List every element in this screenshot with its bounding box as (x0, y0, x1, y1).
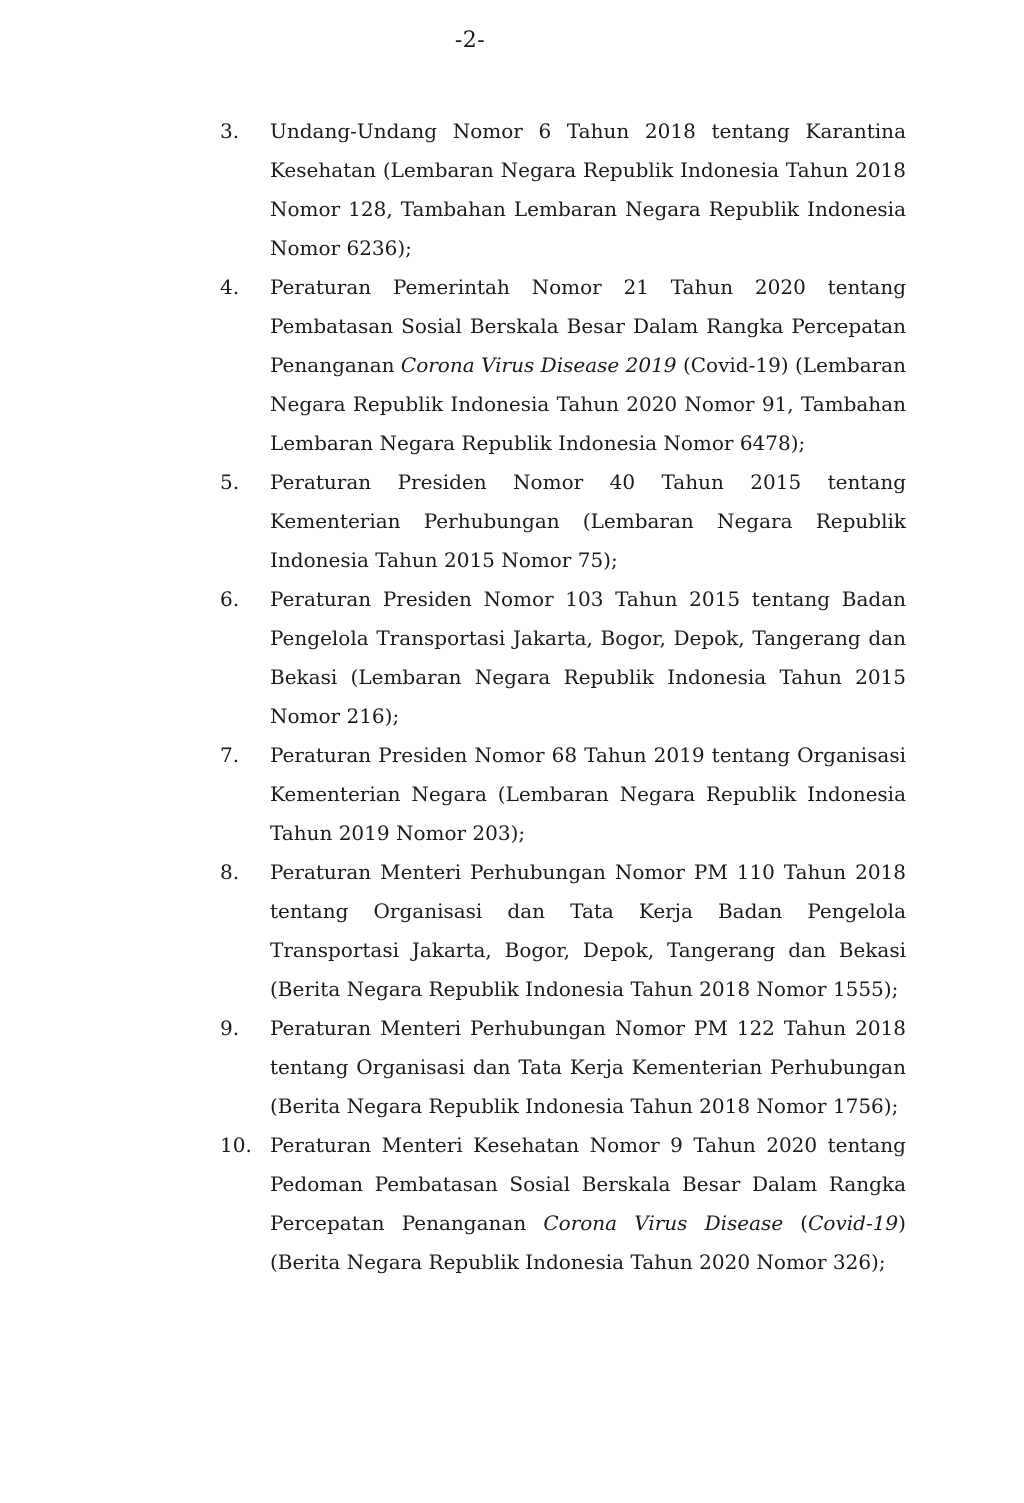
item-text: Peraturan Menteri Perhubungan Nomor PM 122 Tahun 2018 tentang Organisasi dan Tata Kerja Kementerian Perhubungan (Berita Negara Republik Indonesia Tahun 2018 Nomor 1756); (270, 1016, 906, 1118)
item-text-part: Peraturan Menteri Kesehatan Nomor 9 Tahun 2020 tentang Pedoman Pembatasan Sosial Berskala Besar Dalam Rangka Percepatan Penanganan (270, 1133, 906, 1235)
item-text: Peraturan Presiden Nomor 103 Tahun 2015 tentang Badan Pengelola Transportasi Jakarta, Bogor, Depok, Tangerang dan Bekasi (Lembaran Negara Republik Indonesia Tahun 2015 Nomor 216); (270, 587, 906, 728)
item-text: Undang-Undang Nomor 6 Tahun 2018 tentang Karantina Kesehatan (Lembaran Negara Republik Indonesia Tahun 2018 Nomor 128, Tambahan Lembaran Negara Republik Indonesia Nomor 6236); (270, 119, 906, 260)
item-number: 3. (220, 119, 240, 143)
item-text-part: (Covid-19) (Lembaran Negara Republik Indonesia Tahun 2020 Nomor 91, Tambahan Lembaran Negara Republik Indonesia Nomor 6478); (270, 353, 906, 455)
item-number: 6. (220, 587, 240, 611)
item-number: 9. (220, 1016, 240, 1040)
item-text-italic: Covid-19 (808, 1211, 899, 1235)
item-number: 5. (220, 470, 240, 494)
item-text (270, 268, 906, 463)
item-text: Peraturan Menteri Perhubungan Nomor PM 110 Tahun 2018 tentang Organisasi dan Tata Kerja Badan Pengelola Transportasi Jakarta, Bogor, Depok, Tangerang dan Bekasi (Berita Negara Republik Indonesia Tahun 2018 Nomor 1555); (270, 860, 906, 1001)
item-text-part: Peraturan Pemerintah Nomor 21 Tahun 2020 tentang Pembatasan Sosial Berskala Besar Dalam Rangka Percepatan Penanganan (270, 275, 906, 377)
item-number: 10. (220, 1133, 252, 1157)
list-item-6 (220, 580, 906, 736)
item-number: 4. (220, 275, 240, 299)
list-item-8 (220, 853, 906, 1009)
page-number: -2- (454, 28, 486, 53)
list-item-4 (220, 268, 906, 463)
item-text: Peraturan Presiden Nomor 68 Tahun 2019 tentang Organisasi Kementerian Negara (Lembaran Negara Republik Indonesia Tahun 2019 Nomor 203); (270, 743, 906, 845)
item-text-italic: Corona Virus Disease 2019 (400, 353, 677, 377)
item-text-part: ( (783, 1211, 809, 1235)
legal-basis-list (220, 112, 906, 1282)
list-item-5 (220, 463, 906, 580)
item-text-italic: Corona Virus Disease (543, 1211, 784, 1235)
item-text-part: ) (Berita Negara Republik Indonesia Tahun 2020 Nomor 326); (270, 1211, 906, 1274)
list-item-7 (220, 736, 906, 853)
item-text: Peraturan Presiden Nomor 40 Tahun 2015 tentang Kementerian Perhubungan (Lembaran Negara Republik Indonesia Tahun 2015 Nomor 75); (270, 470, 906, 572)
item-number: 7. (220, 743, 240, 767)
item-number: 8. (220, 860, 240, 884)
item-text (270, 1126, 906, 1282)
list-item-3 (220, 112, 906, 268)
list-item-10 (220, 1126, 906, 1282)
list-item-9 (220, 1009, 906, 1126)
